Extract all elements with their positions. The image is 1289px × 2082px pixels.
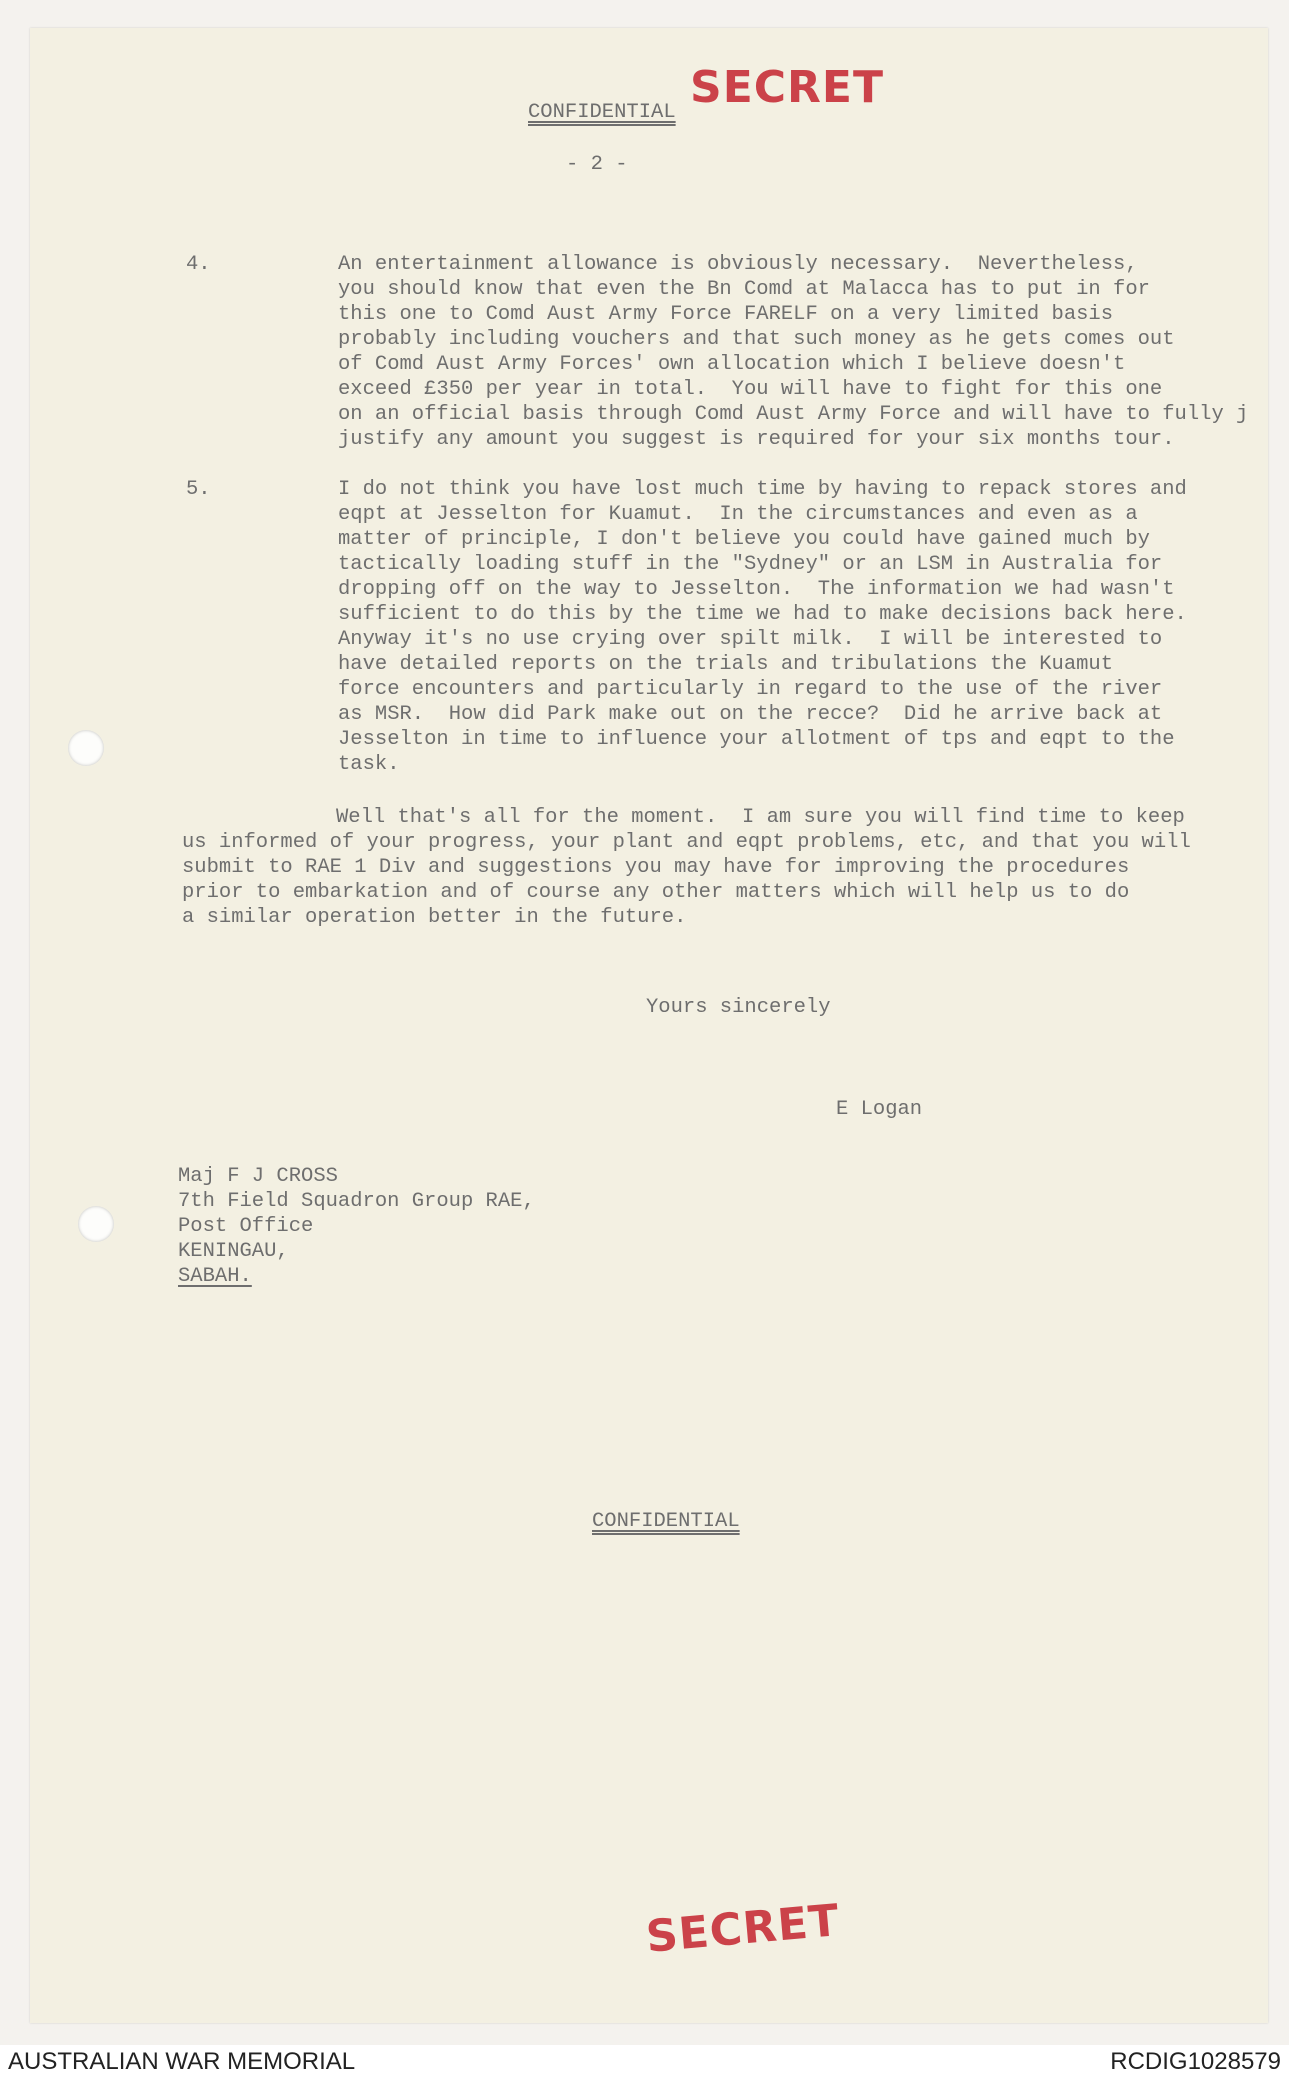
paragraph-line: matter of principle, I don't believe you could have gained much by — [338, 528, 1150, 551]
page-number: - 2 - — [566, 153, 628, 176]
address-line: KENINGAU, — [178, 1240, 289, 1263]
paragraph-line: you should know that even the Bn Comd at Malacca has to put in for — [338, 278, 1150, 301]
footer-classification: CONFIDENTIAL — [592, 1510, 740, 1533]
sign-off: Yours sincerely — [646, 996, 831, 1019]
secret-stamp-bottom: SECRET — [644, 1895, 842, 1963]
punch-hole — [78, 1206, 114, 1242]
archive-institution: AUSTRALIAN WAR MEMORIAL — [8, 2048, 356, 2075]
address-line: Maj F J CROSS — [178, 1165, 338, 1188]
paragraph-line: force encounters and particularly in regard to the use of the river — [338, 678, 1163, 701]
paragraph-line: dropping off on the way to Jesselton. The information we had wasn't — [338, 578, 1175, 601]
paragraph-line: us informed of your progress, your plant and eqpt problems, etc, and that you will — [182, 831, 1191, 854]
address-line: Post Office — [178, 1215, 314, 1238]
paragraph-line: probably including vouchers and that such money as he gets comes out — [338, 328, 1175, 351]
paragraph-line: of Comd Aust Army Forces' own allocation which I believe doesn't — [338, 353, 1126, 376]
paragraph-line: An entertainment allowance is obviously necessary. Nevertheless, — [338, 253, 1138, 276]
paragraph-line: submit to RAE 1 Div and suggestions you may have for improving the procedures — [182, 856, 1130, 879]
paragraph-line: have detailed reports on the trials and tribulations the Kuamut — [338, 653, 1114, 676]
paragraph-line: tactically loading stuff in the "Sydney" or an LSM in Australia for — [338, 553, 1163, 576]
paragraph-line: Anyway it's no use crying over spilt milk. I will be interested to — [338, 628, 1163, 651]
paragraph-line: Well that's all for the moment. I am sure you will find time to keep — [336, 806, 1185, 829]
paragraph-line: sufficient to do this by the time we had to make decisions back here. — [338, 603, 1187, 626]
paragraph-line: I do not think you have lost much time by having to repack stores and — [338, 478, 1187, 501]
punch-hole — [68, 730, 104, 766]
signature: E Logan — [836, 1098, 923, 1121]
archive-reference: RCDIG1028579 — [1110, 2048, 1281, 2075]
paragraph-line: justify any amount you suggest is required for your six months tour. — [338, 428, 1175, 451]
address-line: 7th Field Squadron Group RAE, — [178, 1190, 535, 1213]
paragraph-line: this one to Comd Aust Army Force FARELF on a very limited basis — [338, 303, 1114, 326]
paragraph-line: Jesselton in time to influence your allotment of tps and eqpt to the — [338, 728, 1175, 751]
paragraph-line: exceed £350 per year in total. You will have to fight for this one — [338, 378, 1163, 401]
paragraph-line: as MSR. How did Park make out on the recce? Did he arrive back at — [338, 703, 1163, 726]
paragraph-number: 5. — [186, 478, 211, 501]
paragraph-line: task. — [338, 753, 400, 776]
secret-stamp-top: SECRET — [690, 62, 884, 113]
paragraph-line: prior to embarkation and of course any other matters which will help us to do — [182, 881, 1130, 904]
header-classification: CONFIDENTIAL — [528, 101, 676, 124]
paragraph-number: 4. — [186, 253, 211, 276]
paragraph-line: on an official basis through Comd Aust Army Force and will have to fully j — [338, 403, 1249, 426]
paragraph-line: eqpt at Jesselton for Kuamut. In the circumstances and even as a — [338, 503, 1138, 526]
paragraph-line: a similar operation better in the future. — [182, 906, 687, 929]
address-line: SABAH. — [178, 1265, 252, 1288]
